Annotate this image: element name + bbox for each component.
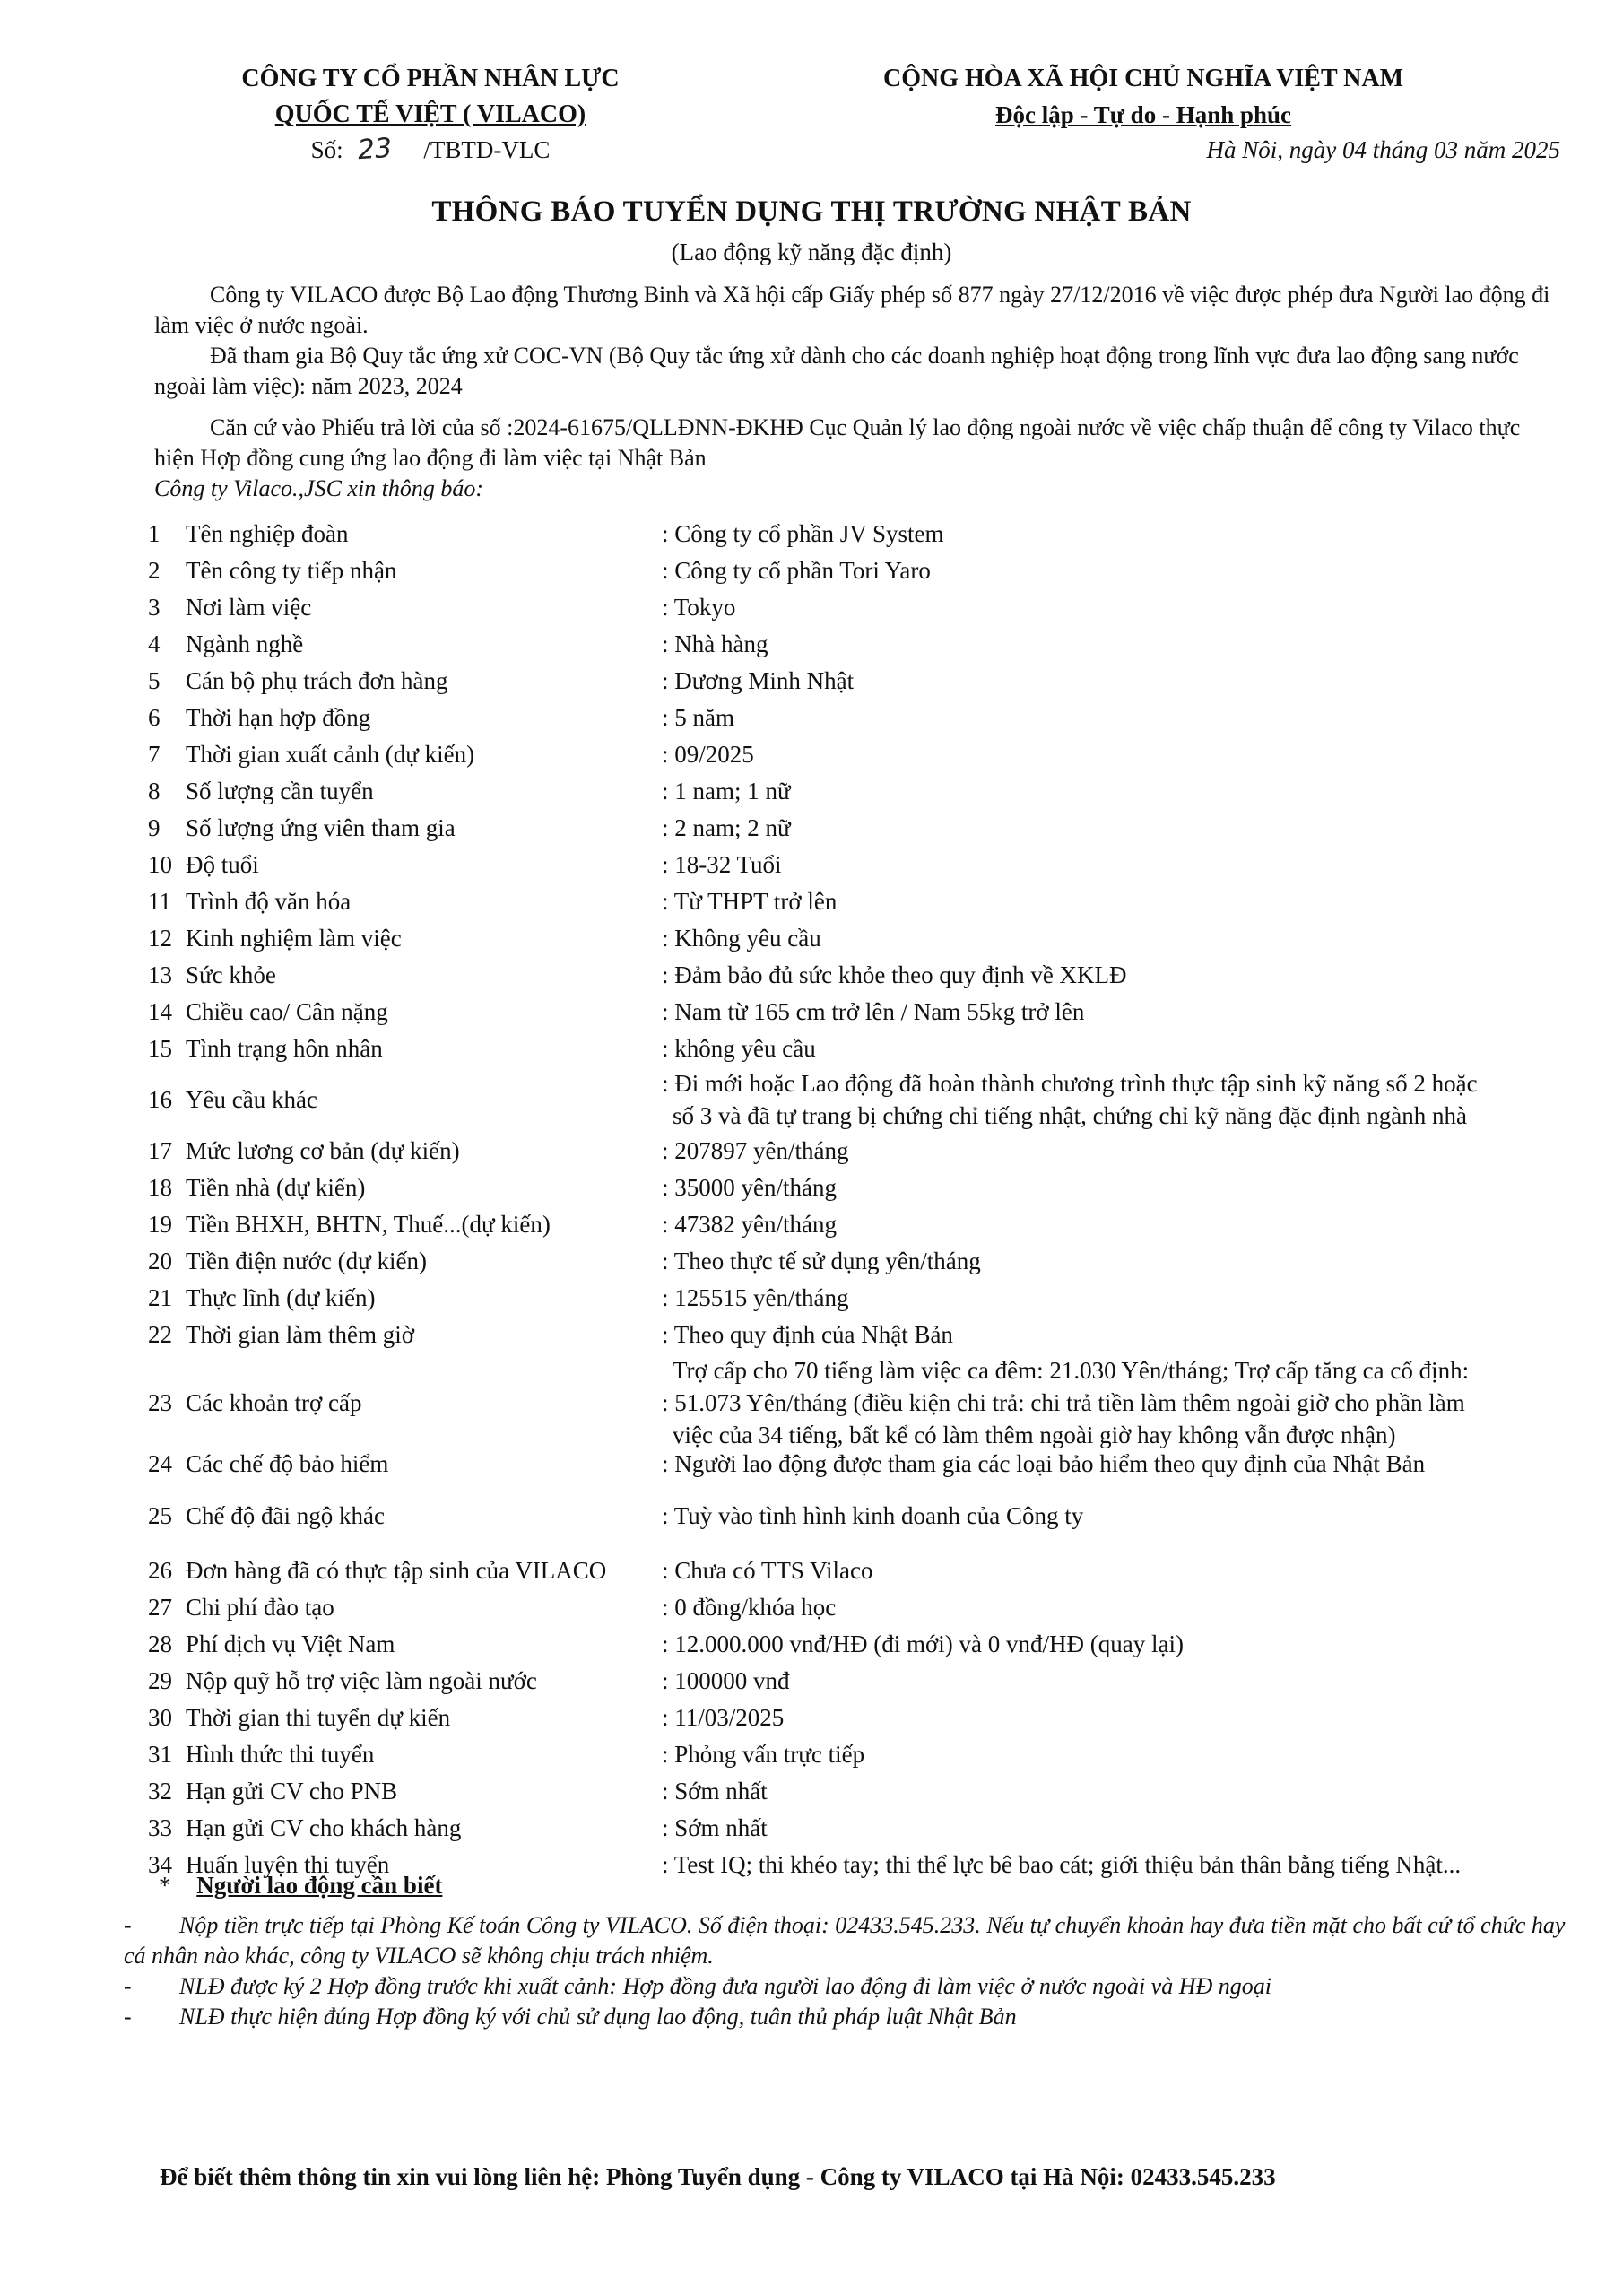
item-number: 28: [148, 1631, 172, 1657]
note-marker: -: [124, 2004, 132, 2030]
item-value: : 18-32 Tuổi: [662, 851, 782, 878]
company-name-line1: CÔNG TY CỔ PHẦN NHÂN LỰC: [241, 65, 620, 92]
item-value: : Theo thực tế sử dụng yên/tháng: [662, 1248, 981, 1274]
item-label: Độ tuổi: [186, 851, 259, 878]
item-label: Tên công ty tiếp nhận: [186, 557, 397, 584]
item-number: 7: [148, 741, 161, 768]
item-label: Tiền BHXH, BHTN, Thuế...(dự kiến): [186, 1211, 551, 1238]
national-motto-text: Độc lập - Tự do - Hạnh phúc: [994, 101, 1292, 128]
item-number: 20: [148, 1248, 172, 1274]
item-value: : Phỏng vấn trực tiếp: [662, 1741, 865, 1768]
document-title: THÔNG BÁO TUYỂN DỤNG THỊ TRƯỜNG NHẬT BẢN: [431, 196, 1192, 228]
item-number: 24: [148, 1450, 172, 1477]
company-name-line2: QUỐC TẾ VIỆT ( VILACO): [274, 100, 586, 128]
reference-handwritten-number: 23: [357, 132, 394, 167]
item-value: : 47382 yên/tháng: [662, 1211, 837, 1238]
item-label: Các khoản trợ cấp: [186, 1389, 362, 1416]
item-label: Thực lĩnh (dự kiến): [186, 1284, 376, 1311]
reference-number: [157, 133, 704, 167]
item-number: 34: [148, 1851, 172, 1878]
item-number: 10: [148, 851, 172, 878]
item-value-line: : 51.073 Yên/tháng (điều kiện chi trả: chi trả tiền làm thêm ngoài giờ cho phần làm: [662, 1389, 1465, 1416]
item-number: 26: [148, 1557, 172, 1584]
item-number: 25: [148, 1502, 172, 1529]
item-label: Hạn gửi CV cho PNB: [186, 1778, 398, 1805]
item-value: : Công ty cổ phần Tori Yaro: [662, 557, 931, 584]
item-value: : 0 đồng/khóa học: [662, 1594, 837, 1621]
item-label: Thời hạn hợp đồng: [186, 704, 371, 731]
item-value: : 2 nam; 2 nữ: [662, 814, 791, 841]
note-text: NLĐ được ký 2 Hợp đồng trước khi xuất cảnh: Hợp đồng đưa người lao động đi làm việc ở nước ngoài và HĐ ngoại: [179, 1973, 1271, 1999]
item-value: : 1 nam; 1 nữ: [662, 778, 791, 804]
reference-label: Số:: [310, 136, 343, 163]
item-label: Mức lương cơ bản (dự kiến): [186, 1137, 460, 1164]
item-value: : 100000 vnđ: [662, 1667, 790, 1694]
item-number: 22: [148, 1321, 172, 1348]
national-header: [807, 61, 1560, 167]
item-value: : 5 năm: [662, 704, 734, 731]
note-text: Nộp tiền trực tiếp tại Phòng Kế toán Công ty VILACO. Số điện thoại: 02433.545.233. Nếu tự chuyển khoản hay đưa tiền mặt cho bất cứ tổ chức hay cá nhân nào khác, công ty VILACO sẽ không chịu trách nhiệm.: [124, 1912, 1566, 1969]
item-label: Tiền điện nước (dự kiến): [186, 1248, 428, 1274]
note-marker: -: [124, 1912, 132, 1938]
item-label: Thời gian làm thêm giờ: [186, 1321, 415, 1348]
item-number: 16: [148, 1086, 172, 1113]
intro-coc: Đã tham gia Bộ Quy tắc ứng xử COC-VN (Bộ Quy tắc ứng xử dành cho các doanh nghiệp hoạt động trong lĩnh vực đưa lao động sang nước ngoài làm việc): năm 2023, 2024: [154, 343, 1519, 399]
document-subtitle: (Lao động kỹ năng đặc định): [671, 239, 952, 265]
item-label: Huấn luyện thi tuyển: [186, 1851, 390, 1878]
item-value: : Chưa có TTS Vilaco: [662, 1557, 873, 1584]
item-number: 18: [148, 1174, 172, 1201]
note-contracts: [124, 1971, 1576, 2002]
item-label: Tình trạng hôn nhân: [186, 1035, 383, 1062]
item-label: Hình thức thi tuyển: [186, 1741, 375, 1768]
note-text: NLĐ thực hiện đúng Hợp đồng ký với chủ sử dụng lao động, tuân thủ pháp luật Nhật Bản: [179, 2004, 1017, 2030]
item-label: Đơn hàng đã có thực tập sinh của VILACO: [186, 1557, 607, 1584]
item-label: Chiều cao/ Cân nặng: [186, 998, 388, 1025]
nation-title: CỘNG HÒA XÃ HỘI CHỦ NGHĨA VIỆT NAM: [882, 65, 1404, 92]
item-value: : Công ty cổ phần JV System: [662, 520, 944, 547]
item-value: : 09/2025: [662, 741, 754, 768]
item-value-line: : Đi mới hoặc Lao động đã hoàn thành chương trình thực tập sinh kỹ năng số 2 hoặc: [662, 1070, 1478, 1097]
item-number: 8: [148, 778, 161, 804]
item-label: Cán bộ phụ trách đơn hàng: [186, 667, 448, 694]
item-number: 21: [148, 1284, 172, 1311]
intro-approval: Căn cứ vào Phiếu trả lời của số :2024-61675/QLLĐNN-ĐKHĐ Cục Quản lý lao động ngoài nước về việc chấp thuận để công ty Vilaco thực hiện Hợp đồng cung ứng lao động đi làm việc tại Nhật Bản: [154, 414, 1521, 471]
item-value: : Dương Minh Nhật: [662, 667, 855, 694]
item-value: : Từ THPT trở lên: [662, 888, 838, 915]
item-number: 29: [148, 1667, 172, 1694]
item-label: Phí dịch vụ Việt Nam: [186, 1631, 395, 1657]
item-value: : Đảm bảo đủ sức khỏe theo quy định về XKLĐ: [662, 961, 1127, 988]
item-value: : Tuỳ vào tình hình kinh doanh của Công ty: [662, 1502, 1084, 1529]
item-value: : Người lao động được tham gia các loại bảo hiểm theo quy định của Nhật Bản: [662, 1450, 1426, 1477]
item-label: Nơi làm việc: [186, 594, 312, 621]
item-value: : 11/03/2025: [662, 1704, 785, 1731]
item-number: 11: [148, 888, 171, 915]
contact-line: Để biết thêm thông tin xin vui lòng liên hệ: Phòng Tuyển dụng - Công ty VILACO tại Hà Nội: 02433.545.233: [160, 2163, 1276, 2190]
item-value: : Sớm nhất: [662, 1814, 768, 1841]
intro-license: Công ty VILACO được Bộ Lao động Thương Binh và Xã hội cấp Giấy phép số 877 ngày 27/12/2016 về việc được phép đưa Người lao động đi làm việc ở nước ngoài.: [154, 282, 1550, 338]
item-number: 23: [148, 1389, 172, 1416]
item-number: 32: [148, 1778, 172, 1805]
notice-heading: [159, 1867, 442, 1903]
item-number: 2: [148, 557, 161, 584]
item-value: : Sớm nhất: [662, 1778, 768, 1805]
item-number: 33: [148, 1814, 172, 1841]
item-number: 13: [148, 961, 172, 988]
note-compliance: [124, 2002, 1576, 2032]
item-value: : 125515 yên/tháng: [662, 1284, 849, 1311]
item-value: : Theo quy định của Nhật Bản: [662, 1321, 953, 1348]
item-value-line: Trợ cấp cho 70 tiếng làm việc ca đêm: 21.030 Yên/tháng; Trợ cấp tăng ca cố định:: [673, 1357, 1470, 1384]
item-label: Trình độ văn hóa: [186, 888, 352, 915]
item-value: : Nhà hàng: [662, 631, 768, 657]
item-label: Tên nghiệp đoàn: [186, 520, 349, 547]
item-number: 9: [148, 814, 161, 841]
item-value: : Test IQ; thi khéo tay; thi thể lực bê bao cát; giới thiệu bản thân bằng tiếng Nhật...: [662, 1851, 1462, 1878]
item-number: 31: [148, 1741, 172, 1768]
notice-marker: *: [159, 1872, 171, 1899]
item-label: Ngành nghề: [186, 631, 304, 657]
national-motto: [771, 97, 1515, 133]
item-label: Chi phí đào tạo: [186, 1594, 334, 1621]
item-number: 14: [148, 998, 172, 1025]
item-number: 5: [148, 667, 161, 694]
item-label: Thời gian xuất cảnh (dự kiến): [186, 741, 475, 768]
item-value: : Không yêu cầu: [662, 925, 821, 952]
item-value: : Tokyo: [662, 594, 736, 621]
item-number: 19: [148, 1211, 172, 1238]
item-value: : Nam từ 165 cm trở lên / Nam 55kg trở lên: [662, 998, 1085, 1025]
item-label: Yêu cầu khác: [186, 1086, 317, 1113]
item-label: Các chế độ bảo hiểm: [186, 1450, 389, 1477]
item-label: Số lượng ứng viên tham gia: [186, 814, 456, 841]
item-value-line: số 3 và đã tự trang bị chứng chỉ tiếng nhật, chứng chỉ kỹ năng đặc định ngành nhà: [673, 1102, 1467, 1129]
item-value: : 207897 yên/tháng: [662, 1137, 849, 1164]
item-label: Sức khỏe: [186, 961, 276, 988]
item-number: 30: [148, 1704, 172, 1731]
place-and-date: Hà Nôi, ngày 04 tháng 03 năm 2025: [1206, 136, 1560, 163]
item-label: Nộp quỹ hỗ trợ việc làm ngoài nước: [186, 1667, 537, 1694]
item-label: Hạn gửi CV cho khách hàng: [186, 1814, 462, 1841]
item-label: Chế độ đãi ngộ khác: [186, 1502, 385, 1529]
notice-heading-text: Người lao động cần biết: [196, 1872, 443, 1899]
item-number: 17: [148, 1137, 172, 1164]
announce-line: Công ty Vilaco.,JSC xin thông báo:: [154, 475, 484, 501]
item-label: Kinh nghiệm làm việc: [186, 925, 402, 952]
item-number: 15: [148, 1035, 172, 1062]
item-number: 3: [148, 594, 161, 621]
item-value: : không yêu cầu: [662, 1035, 816, 1062]
item-label: Tiền nhà (dự kiến): [186, 1174, 366, 1201]
reference-suffix: /TBTD-VLC: [423, 136, 551, 163]
item-number: 1: [148, 520, 161, 547]
item-value-line: việc của 34 tiếng, bất kể có làm thêm ngoài giờ hay không vẫn được nhận): [673, 1422, 1396, 1448]
item-number: 27: [148, 1594, 172, 1621]
item-number: 4: [148, 631, 161, 657]
note-payment: [124, 1910, 1576, 1971]
item-value: : 12.000.000 vnđ/HĐ (đi mới) và 0 vnđ/HĐ (quay lại): [662, 1631, 1184, 1657]
item-number: 6: [148, 704, 161, 731]
company-header: [157, 61, 704, 167]
item-number: 12: [148, 925, 172, 952]
item-label: Số lượng cần tuyển: [186, 778, 374, 804]
item-label: Thời gian thi tuyển dự kiến: [186, 1704, 451, 1731]
note-marker: -: [124, 1973, 132, 1999]
item-value: : 35000 yên/tháng: [662, 1174, 837, 1201]
